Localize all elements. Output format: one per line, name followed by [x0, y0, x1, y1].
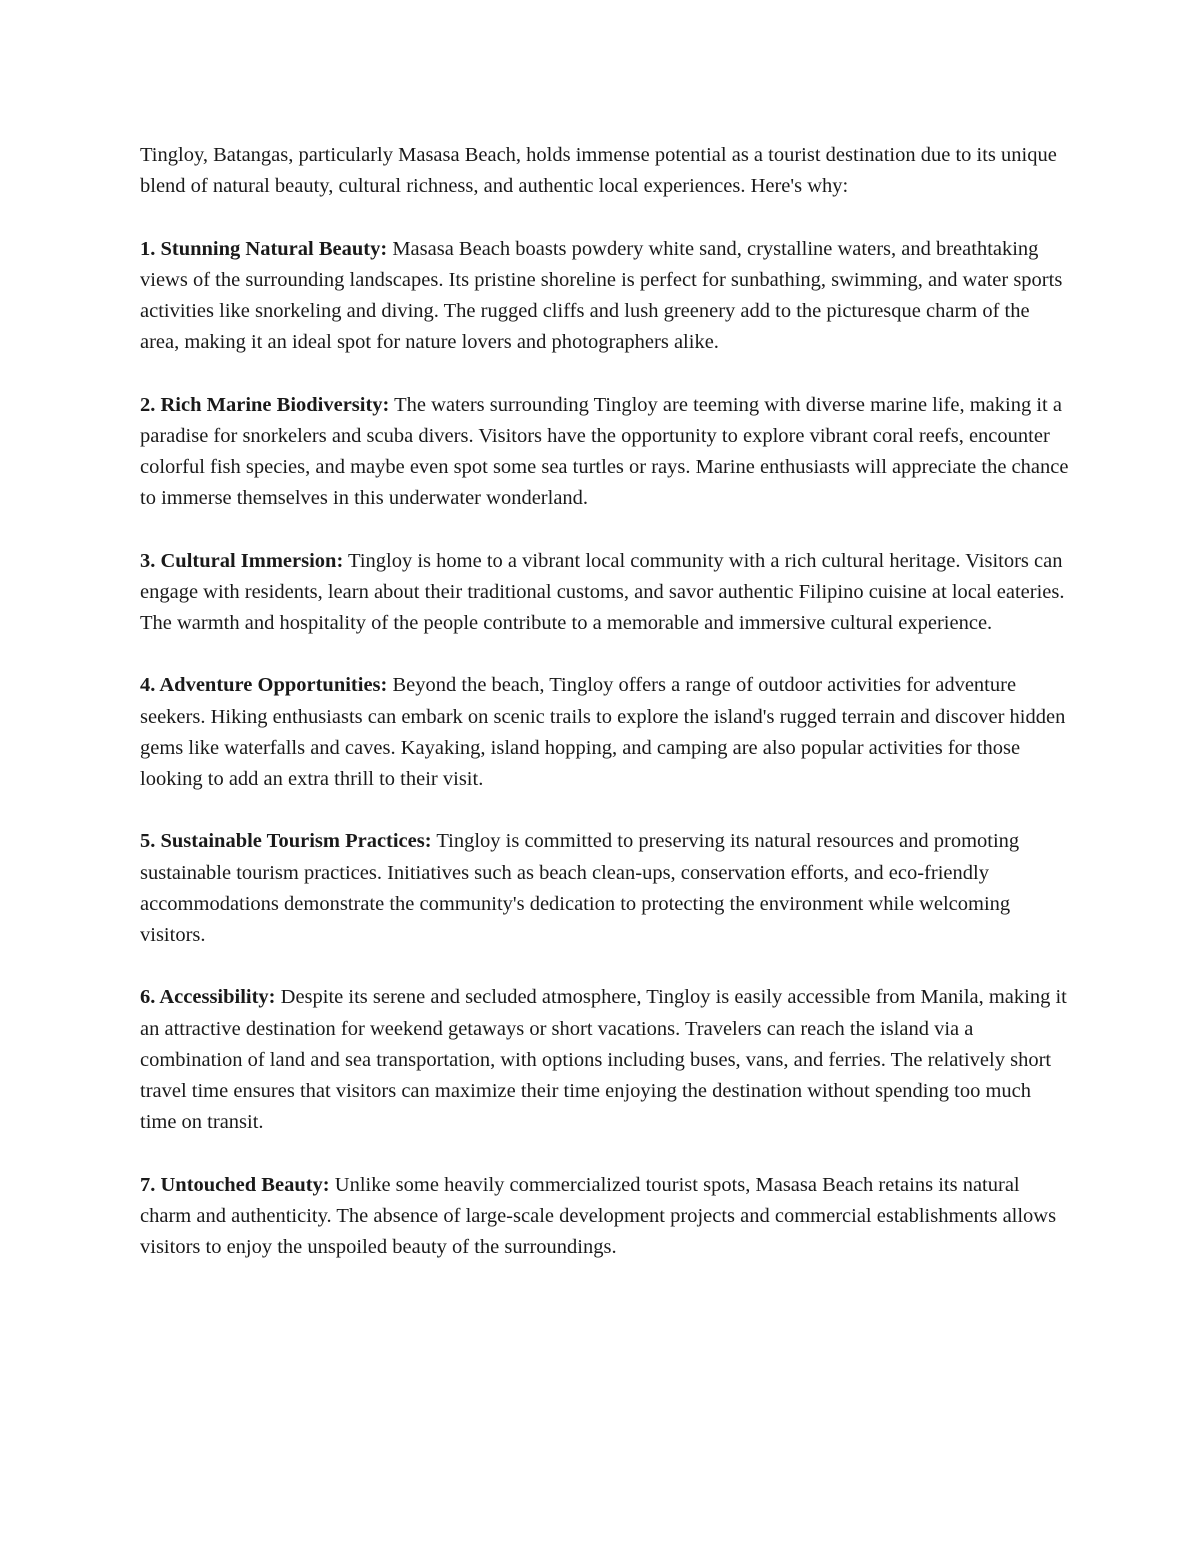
point-7-body: Unlike some heavily commercialized tourist spots, Masasa Beach retains its natural charm and authenticity. The absence of large-scale development projects and commercial establishments allows visitors to enjoy the unspoiled beauty of the surroundings. — [140, 1173, 1057, 1258]
point-2-body: The waters surrounding Tingloy are teeming with diverse marine life, making it a paradise for snorkelers and scuba divers. Visitors have the opportunity to explore vibrant coral reefs, encounter colorful fish species, and maybe even spot some sea turtles or rays. Marine enthusiasts will appreciate the chance to immerse themselves in this underwater wonderland. — [140, 393, 1069, 510]
point-4-paragraph — [140, 670, 1070, 795]
point-6-body: Despite its serene and secluded atmosphere, Tingloy is easily accessible from Manila, making it an attractive destination for weekend getaways or short vacations. Travelers can reach the island via a combination of land and sea transportation, with options including buses, vans, and ferries. The relatively short travel time ensures that visitors can maximize their time enjoying the destination without spending too much time on transit. — [140, 986, 1067, 1134]
point-1-paragraph — [140, 234, 1070, 359]
point-6-paragraph — [140, 982, 1070, 1138]
point-1-heading: 1. Stunning Natural Beauty: — [140, 237, 388, 260]
point-4-heading: 4. Adventure Opportunities: — [140, 674, 388, 697]
point-7-heading: 7. Untouched Beauty: — [140, 1173, 330, 1196]
point-2-paragraph — [140, 390, 1070, 515]
point-5-body: Tingloy is committed to preserving its natural resources and promoting sustainable tourism practices. Initiatives such as beach clean-ups, conservation efforts, and eco-friendly accommodations demonstrate the community's dedication to protecting the environment while welcoming visitors. — [140, 830, 1020, 946]
point-7-paragraph — [140, 1170, 1070, 1264]
point-3-heading: 3. Cultural Immersion: — [140, 549, 344, 572]
point-5-paragraph — [140, 826, 1070, 951]
point-5-heading: 5. Sustainable Tourism Practices: — [140, 830, 432, 853]
intro-paragraph: Tingloy, Batangas, particularly Masasa Beach, holds immense potential as a tourist destination due to its unique blend of natural beauty, cultural richness, and authentic local experiences. Here's why: — [140, 144, 1057, 198]
point-3-body: Tingloy is home to a vibrant local community with a rich cultural heritage. Visitors can engage with residents, learn about their traditional customs, and savor authentic Filipino cuisine at local eateries. The warmth and hospitality of the people contribute to a memorable and immersive cultural experience. — [140, 549, 1065, 634]
document-page — [140, 140, 1070, 1294]
point-2-heading: 2. Rich Marine Biodiversity: — [140, 393, 390, 416]
point-1-body: Masasa Beach boasts powdery white sand, crystalline waters, and breathtaking views of the surrounding landscapes. Its pristine shoreline is perfect for sunbathing, swimming, and water sports activities like snorkeling and diving. The rugged cliffs and lush greenery add to the picturesque charm of the area, making it an ideal spot for nature lovers and photographers alike. — [140, 237, 1063, 354]
point-6-heading: 6. Accessibility: — [140, 986, 276, 1009]
point-4-body: Beyond the beach, Tingloy offers a range of outdoor activities for adventure seekers. Hiking enthusiasts can embark on scenic trails to explore the island's rugged terrain and discover hidden gems like waterfalls and caves. Kayaking, island hopping, and camping are also popular activities for those looking to add an extra thrill to their visit. — [140, 674, 1066, 790]
point-3-paragraph — [140, 546, 1070, 640]
